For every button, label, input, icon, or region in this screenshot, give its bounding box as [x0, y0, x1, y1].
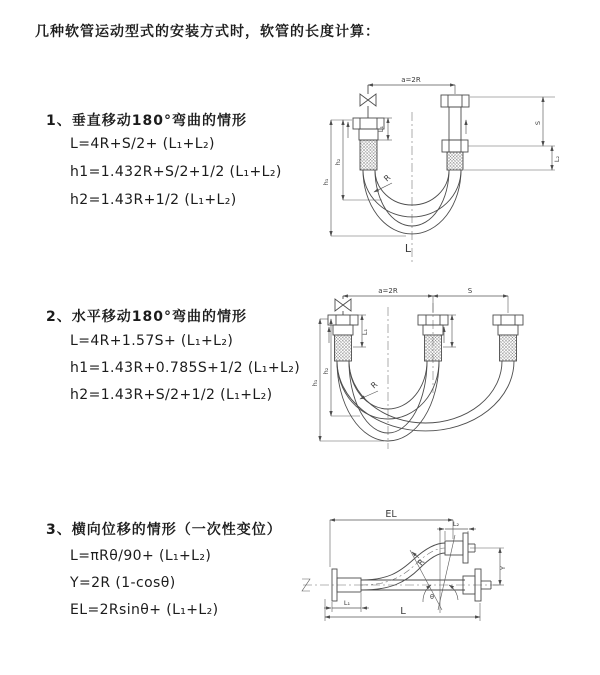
section-2-number: 2、	[46, 309, 72, 325]
dim-label-s: S	[534, 120, 542, 126]
section-2-heading	[46, 306, 247, 326]
dim-label-l2: L₂	[553, 155, 561, 163]
angle-theta	[410, 530, 458, 613]
dim-label-width: a=2R	[378, 287, 398, 295]
formula-h1-1: h1=1.432R+S/2+1/2 (L₁+L₂)	[70, 164, 282, 180]
formula-y3: Y=2R (1-cosθ)	[70, 575, 176, 591]
angle-label: θ	[430, 593, 434, 601]
flange-fitting-right	[493, 315, 523, 361]
hose-u-bend-position2	[337, 361, 514, 431]
radius-label: R	[369, 379, 380, 391]
dim-label-l: L	[400, 606, 406, 617]
radius-callout	[360, 380, 380, 399]
formula-l2: L=4R+1.57S+ (L₁+L₂)	[70, 333, 234, 349]
dimension-fitting-left	[353, 315, 369, 347]
formula-l1: L=4R+S/2+ (L₁+L₂)	[70, 136, 215, 152]
section-2-title: 水平移动180°弯曲的情形	[71, 309, 247, 325]
dim-label-s: S	[467, 287, 473, 295]
dimension-el	[330, 509, 453, 567]
dim-label-y: Y	[499, 566, 507, 570]
section-1-number: 1、	[46, 113, 72, 129]
braided-hose-left	[360, 140, 377, 170]
formula-l3: L=πRθ/90+ (L₁+L₂)	[70, 548, 212, 564]
formula-h2-1: h2=1.43R+1/2 (L₁+L₂)	[70, 192, 237, 208]
diagram-vertical-180-bend	[300, 70, 590, 270]
diagram-horizontal-180-bend	[298, 283, 600, 455]
radius-label: R	[382, 172, 393, 184]
dimension-h-inner	[322, 319, 360, 416]
section-3-number: 3、	[46, 522, 72, 538]
dimension-fitting-left-dim	[324, 593, 369, 612]
diagram-lateral-displacement	[295, 505, 597, 653]
dimension-fitting-right	[437, 520, 476, 540]
section-3-title: 横向位移的情形（一次性变位）	[71, 522, 282, 538]
dim-label-width: a=2R	[401, 76, 421, 84]
dim-label-h2: h₂	[334, 158, 342, 166]
formula-h2-2: h2=1.43R+S/2+1/2 (L₁+L₂)	[70, 387, 273, 403]
dim-label-l2: L₂	[452, 520, 460, 528]
dimension-fitting-left	[377, 118, 392, 140]
page-title: 几种软管运动型式的安装方式时，软管的长度计算：	[35, 24, 380, 40]
valve-icon	[335, 296, 351, 315]
valve-icon	[360, 85, 376, 118]
dimension-fitting-middle	[443, 315, 456, 347]
radius-label: R	[415, 557, 427, 568]
formula-el3: EL=2Rsinθ+ (L₁+L₂)	[70, 602, 219, 618]
flange-fitting-left	[328, 315, 358, 361]
braided-hose-middle	[425, 335, 442, 361]
dim-label-h2: h₂	[322, 367, 330, 375]
braided-hose-left	[335, 335, 352, 361]
length-label: L	[404, 242, 412, 255]
dimension-s	[433, 287, 508, 313]
hose-s-curve	[361, 543, 445, 590]
section-1-title: 垂直移动180°弯曲的情形	[71, 113, 247, 129]
braided-hose-right	[500, 335, 517, 361]
dim-label-l1: L₁	[377, 125, 385, 133]
dim-label-h1: h₁	[322, 178, 330, 186]
dim-label-h1: h₁	[311, 379, 319, 387]
dim-label-l1: L₁	[343, 599, 351, 607]
dimension-width	[368, 76, 455, 94]
dim-label-el: EL	[385, 509, 397, 520]
dimension-width	[343, 287, 433, 296]
section-3-heading	[46, 519, 282, 539]
section-1-heading	[46, 110, 247, 130]
dim-label-l1: L₁	[361, 328, 369, 336]
dimension-y	[470, 548, 507, 585]
flange-fitting-right	[441, 95, 469, 170]
braided-hose-right	[447, 152, 463, 170]
flange-fitting-left	[353, 118, 384, 170]
formula-h1-2: h1=1.43R+0.785S+1/2 (L₁+L₂)	[70, 360, 301, 376]
dimension-fitting-right	[552, 146, 561, 170]
dimension-s	[464, 97, 555, 170]
